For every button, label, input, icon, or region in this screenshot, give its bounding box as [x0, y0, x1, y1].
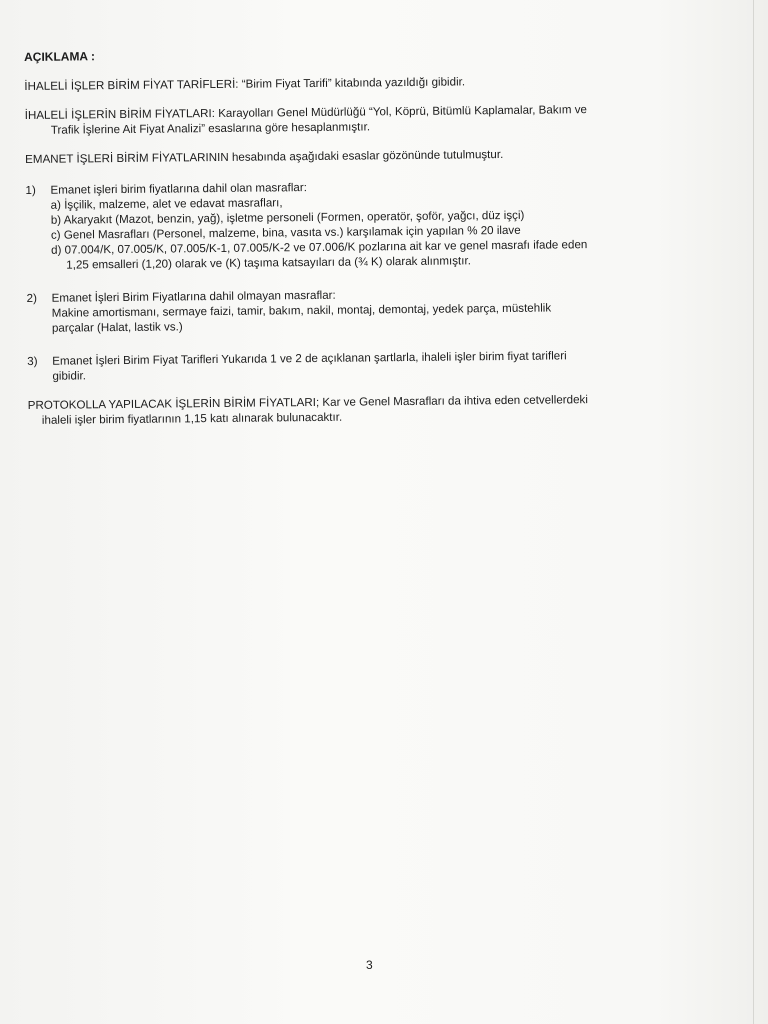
page-edge [753, 0, 754, 1024]
paragraph-line: ihaleli işler birim fiyatlarının 1,15 katı alınarak bulunacaktır. [41, 410, 343, 427]
list-body-line: Emanet İşleri Birim Fiyat Tarifleri Yukarıda 1 ve 2 de açıklanan şartlarla, ihaleli işler birim fiyat tarifleri [52, 349, 567, 368]
paragraph-line: İHALELİ İŞLERİN BİRİM FİYATLARI: Karayolları Genel Müdürlüğü “Yol, Köprü, Bitümlü Kaplamalar, Bakım ve [24, 103, 588, 122]
heading-aciklama: AÇIKLAMA : [24, 49, 96, 64]
page-number: 3 [366, 958, 373, 972]
list-body-line: gibidir. [52, 369, 86, 383]
list-item-1 [25, 176, 706, 273]
sub-item-a: a) İşçilik, malzeme, alet ve edavat masrafları, [50, 196, 283, 212]
list-body-line: Makine amortismanı, sermaye faizi, tamir, bakım, nakil, montaj, demontaj, yedek parça, müstehlik [51, 301, 552, 320]
list-number: 2) [26, 291, 37, 305]
document-body [24, 43, 708, 442]
paragraph-line: İHALELİ İŞLER BİRİM FİYAT TARİFLERİ: “Birim Fiyat Tarifi” kitabında yazıldığı gibidir. [24, 75, 466, 93]
paragraph-line: EMANET İŞLERİ BİRİM FİYATLARININ hesabında aşağıdaki esaslar gözönünde tutulmuştur. [25, 147, 504, 166]
list-item-3 [27, 347, 707, 384]
paragraph-emanet-isleri [25, 145, 705, 167]
list-title: Emanet işleri birim fiyatlarına dahil olan masraflar: [50, 181, 307, 197]
sub-item-b: b) Akaryakıt (Mazot, benzin, yağ), işletme personeli (Formen, operatör, şoför, yağcı, düz işçi) [50, 208, 525, 227]
list-number: 1) [25, 183, 36, 197]
list-body-line: parçalar (Halat, lastik vs.) [51, 320, 183, 335]
paragraph-line: Trafik İşlerine Ait Fiyat Analizi” esaslarına göre hesaplanmıştır. [50, 120, 371, 137]
paragraph-ihaleli-islerin-fiyatlari [25, 101, 705, 138]
list-title: Emanet İşleri Birim Fiyatlarına dahil olmayan masraflar: [51, 288, 336, 305]
paragraph-line: PROTOKOLLA YAPILACAK İŞLERİN BİRİM FİYATLARI; Kar ve Genel Masrafları da ihtiva eden cetvellerdeki [27, 393, 588, 412]
sub-item-d-continuation: 1,25 emsalleri (1,20) olarak ve (K) taşıma katsayıları da (¾ K) olarak alınmıştır. [66, 254, 471, 272]
paragraph-protokol [28, 391, 708, 428]
sub-item-c: c) Genel Masrafları (Personel, malzeme, bina, vasıta vs.) karşılamak için yapılan % 20 ilave [50, 223, 521, 242]
list-item-2 [27, 284, 707, 336]
paragraph-ihaleli-isler-tarifleri [24, 72, 704, 94]
sub-item-d: d) 07.004/K, 07.005/K, 07.005/K-1, 07.005/K-2 ve 07.006/K pozlarına ait kar ve genel masrafı ifade eden [51, 238, 588, 257]
list-number: 3) [27, 354, 38, 368]
